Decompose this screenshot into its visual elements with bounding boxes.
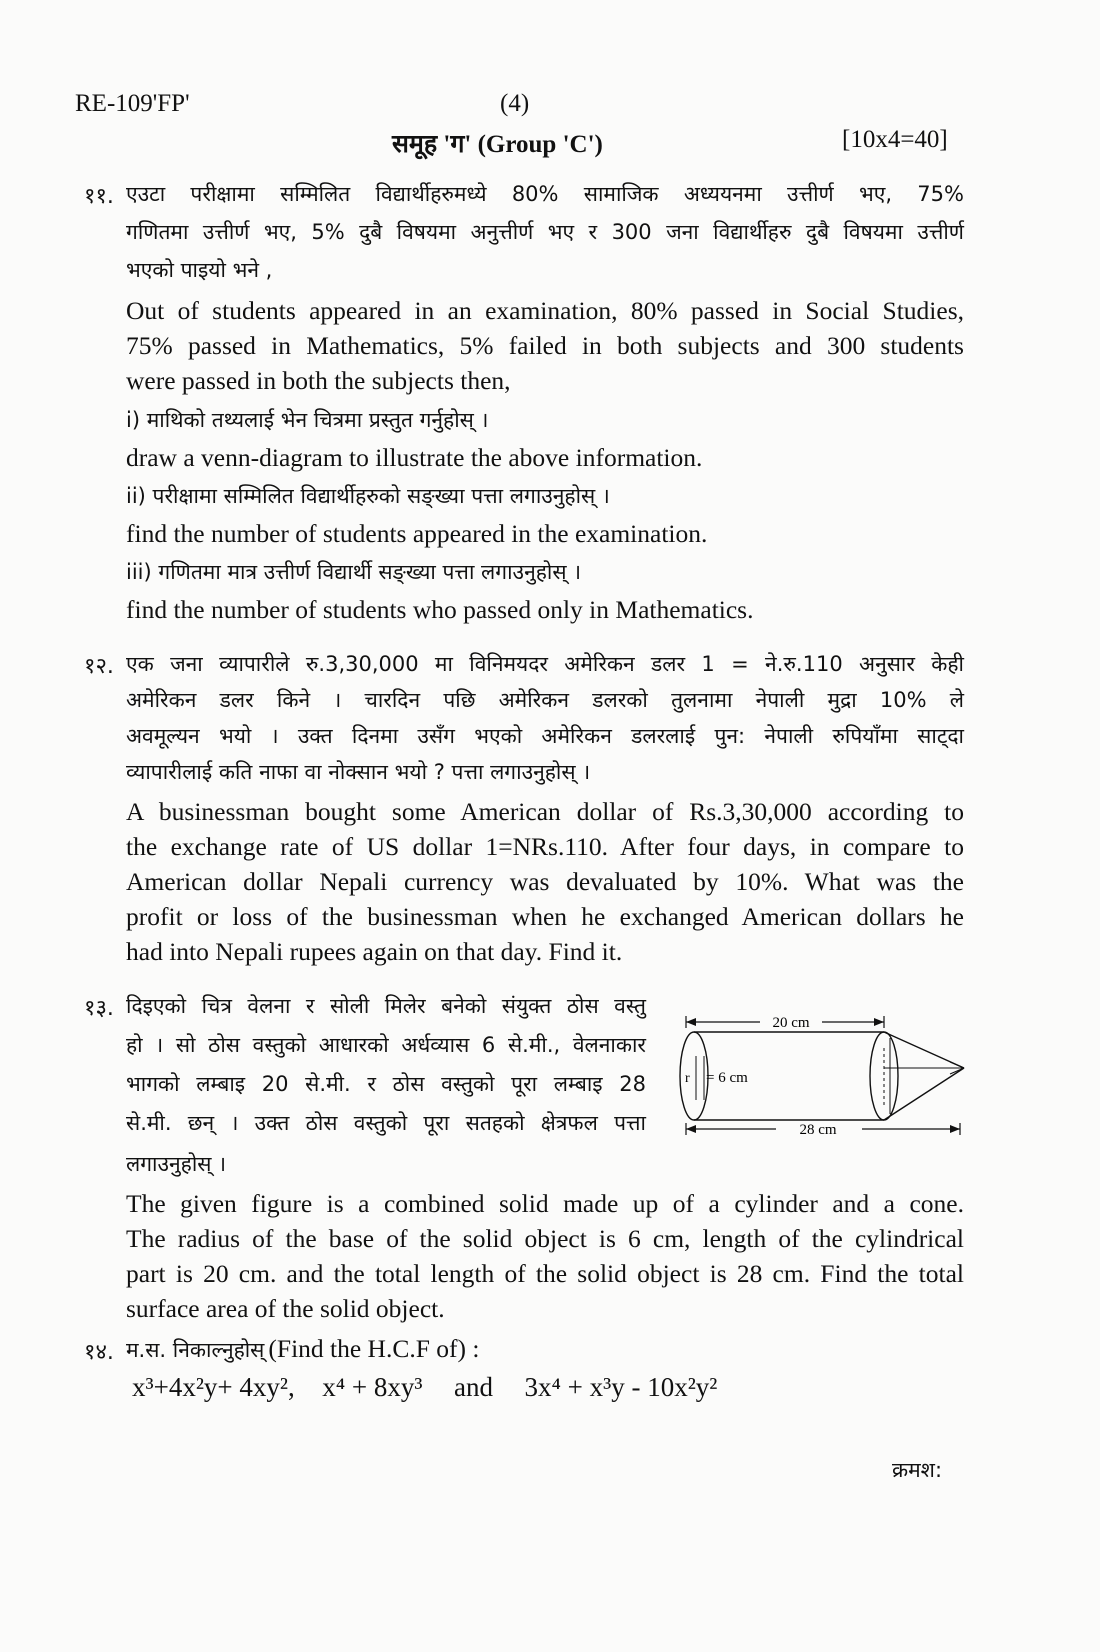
q11-part-en: find the number of students who passed only in Mathematics. [126,595,754,624]
figure-label-bottom: 28 cm [799,1122,837,1138]
q12-en-line: had into Nepali rupees again on that day. Find it. [126,937,623,966]
q11-np-line: एउटा परीक्षामा सम्मिलित विद्यार्थीहरुमध्ये 80% सामाजिक अध्ययनमा उत्तीर्ण भए, 75% [126,182,964,206]
figure-label-radius: = 6 cm [706,1070,748,1086]
q12-en-line: A businessman bought some American dollar of Rs.3,30,000 according to [126,797,964,826]
radius-letter: r [685,1071,690,1086]
q13-np-line: भागको लम्बाइ 20 से.मी. र ठोस वस्तुको पूरा लम्बाइ 28 [126,1072,646,1096]
q11-np-line: गणितमा उत्तीर्ण भए, 5% दुबै विषयमा अनुत्तीर्ण भए र 300 जना विद्यार्थीहरु दुबै विषयमा उत्तीर्ण [126,220,964,244]
q13-en-line: The given figure is a combined solid made up of a cylinder and a cone. [126,1189,964,1218]
q11-np-line: भएको पाइयो भने , [126,258,273,282]
question-number: १४. [84,1340,114,1365]
arrow-left-icon [686,1125,696,1133]
question-number: १२. [84,654,114,679]
question-number: १३. [84,996,114,1021]
q11-en-line: 75% passed in Mathematics, 5% failed in both subjects and 300 students [126,331,964,360]
q14-prompt-en: (Find the H.C.F of) : [268,1334,480,1363]
group-marks: [10x4=40] [842,126,948,153]
q11-part-np: iii) गणितमा मात्र उत्तीर्ण विद्यार्थी सङ्ख्या पत्ता लगाउनुहोस् । [126,560,582,584]
cone-bottom-edge [884,1068,964,1120]
q13-np-line: दिइएको चित्र वेलना र सोली मिलेर बनेको संयुक्त ठोस वस्तु [126,994,646,1018]
continued-marker: क्रमश: [892,1458,943,1482]
q12-np-line: एक जना व्यापारीले रु.3,30,000 मा विनिमयदर अमेरिकन डलर 1 = ने.रु.110 अनुसार केही [126,652,964,676]
q11-part-np: i) माथिको तथ्यलाई भेन चित्रमा प्रस्तुत गर्नुहोस् । [126,408,489,432]
q13-en-line: The radius of the base of the solid object is 6 cm, length of the cylindrical [126,1224,964,1253]
page-number: (4) [500,90,530,117]
q11-part-en: find the number of students appeared in the examination. [126,519,708,548]
q12-np-line: व्यापारीलाई कति नाफा वा नोक्सान भयो ? पत्ता लगाउनुहोस् । [126,760,591,784]
cylinder-cone-figure [672,1008,970,1138]
q13-np-line: हो । सो ठोस वस्तुको आधारको अर्धव्यास 6 से.मी., वेलनाकार [126,1033,646,1057]
q12-en-line: profit or loss of the businessman when he exchanged American dollars he [126,902,964,931]
q11-part-en: draw a venn-diagram to illustrate the above information. [126,443,703,472]
cylinder-right-face [870,1032,898,1120]
q13-en-line: surface area of the solid object. [126,1294,445,1323]
figure-label-top: 20 cm [772,1015,810,1031]
q13-np-line: से.मी. छन् । उक्त ठोस वस्तुको पूरा सतहको क्षेत्रफल पत्ता [126,1111,646,1135]
q14-prompt-np: म.स. निकाल्नुहोस् [126,1338,265,1362]
q11-en-line: were passed in both the subjects then, [126,366,511,395]
arrow-right-icon [874,1018,884,1026]
arrow-left-icon [686,1018,696,1026]
hcf-expression: 3x⁴ + x³y - 10x²y² [524,1372,718,1402]
q12-np-line: अवमूल्यन भयो । उक्त दिनमा उसँग भएको अमेरिकन डलरलाई पुन: नेपाली रुपियाँमा साट्दा [126,724,964,748]
hcf-conjunction: and [454,1372,493,1402]
arrow-right-icon [950,1125,960,1133]
q11-en-line: Out of students appeared in an examination, 80% passed in Social Studies, [126,296,964,325]
group-title: समूह 'ग' (Group 'C') [392,131,603,158]
q12-np-line: अमेरिकन डलर किने । चारदिन पछि अमेरिकन डलरको तुलनामा नेपाली मुद्रा 10% ले [126,688,964,712]
cone-tip-mark [950,1062,964,1068]
exam-code: RE-109'FP' [75,90,190,117]
q12-en-line: the exchange rate of US dollar 1=NRs.110. After four days, in compare to [126,832,964,861]
q14-expressions [132,1372,717,1403]
q13-np-line: लगाउनुहोस् । [126,1152,227,1176]
q12-en-line: American dollar Nepali currency was devaluated by 10%. What was the [126,867,964,896]
question-number: ११. [84,184,114,209]
hcf-expression: x³+4x²y+ 4xy², [132,1372,295,1402]
q14-prompt [126,1334,479,1364]
hcf-expression: x⁴ + 8xy³ [322,1372,423,1402]
q13-en-line: part is 20 cm. and the total length of the solid object is 28 cm. Find the total [126,1259,964,1288]
q11-part-np: ii) परीक्षामा सम्मिलित विद्यार्थीहरुको सङ्ख्या पत्ता लगाउनुहोस् । [126,484,610,508]
